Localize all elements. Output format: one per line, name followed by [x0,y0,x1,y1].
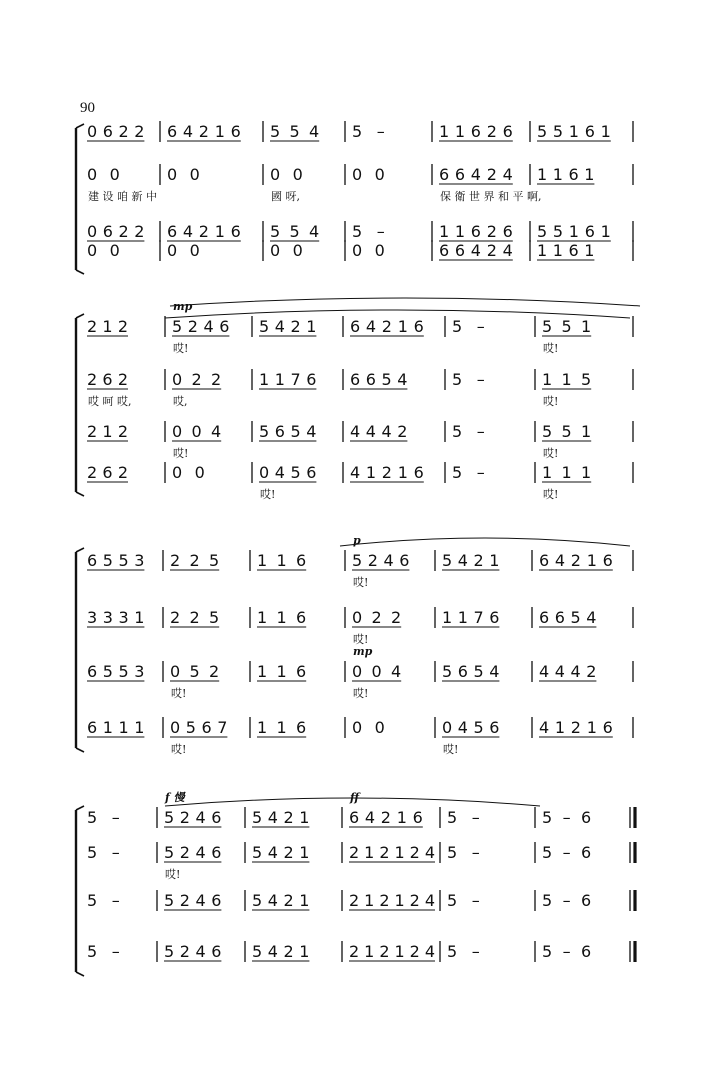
note-group: 1 1 6 [257,608,307,627]
note-group: 1 1 6 [257,662,307,681]
note-group: 5 5 1 [542,422,592,441]
note-group: 4 4 4 2 [539,662,597,681]
note-group: 1 1 7 6 [259,370,317,389]
note-group: 5 – 6 [542,891,592,910]
note-group: 1 1 1 [542,463,592,482]
dynamic-marking: mp [173,300,193,313]
note-group: 5 5 4 [270,222,320,241]
note-group: 0 0 [352,718,385,737]
note-group: 5 – [452,317,485,336]
note-group: 2 1 2 [87,422,128,441]
dynamic-marking: p [353,534,361,547]
note-group: 5 – 6 [542,808,592,827]
note-group: 6 4 2 1 6 [349,808,423,827]
lyric-text: 哎! [543,447,559,460]
note-group: 3 3 3 1 [87,608,145,627]
note-group: 1 1 6 1 [537,165,595,184]
note-group: 5 – [447,843,480,862]
note-group: 0 0 [167,241,200,260]
bracket-hook-top [76,548,84,552]
phrase-slur [340,538,630,546]
lyric-text: 哎! [543,395,559,408]
note-group: 5 – 6 [542,843,592,862]
note-group: 4 1 2 1 6 [539,718,613,737]
note-group: 5 – [447,891,480,910]
note-group: 5 – [352,222,385,241]
note-group: 5 – [87,808,120,827]
note-group: 5 – [452,370,485,389]
note-group: 5 2 4 6 [164,891,222,910]
bracket-hook-bottom [76,972,84,976]
note-group: 5 2 4 6 [352,551,410,570]
note-group: 5 4 2 1 [252,808,310,827]
note-group: 2 2 5 [170,551,220,570]
note-group: 5 – [452,422,485,441]
note-group: 5 6 5 4 [442,662,500,681]
bracket-hook-top [76,806,84,810]
bracket-hook-top [76,124,84,128]
lyric-text: 建 设 咱 新 中 [88,190,157,203]
lyric-text: 哎! [353,687,369,700]
note-group: 0 4 5 6 [442,718,500,737]
dynamic-marking: f 慢 [165,791,185,804]
note-group: 1 1 6 1 [537,241,595,260]
lyric-text: 哎! [171,743,187,756]
note-group: 5 2 4 6 [164,808,222,827]
note-group: 2 1 2 [87,317,128,336]
note-group: 0 0 [270,241,303,260]
note-group: 0 0 [87,165,120,184]
lyric-text: 哎 呵 哎, [88,395,132,408]
lyric-text: 哎, [173,395,188,408]
note-group: 1 1 6 [257,551,307,570]
note-group: 5 – 6 [542,942,592,961]
note-group: 5 – [452,463,485,482]
note-group: 5 4 2 1 [259,317,317,336]
note-group: 5 4 2 1 [252,843,310,862]
lyric-text: 哎! [353,633,369,646]
note-group: 5 – [87,843,120,862]
note-group: 6 6 5 4 [350,370,408,389]
note-group: 6 4 2 1 6 [167,122,241,141]
note-group: 5 2 4 6 [172,317,230,336]
lyric-text: 哎! [543,488,559,501]
page-number: 90 [80,100,95,116]
note-group: 0 0 [352,165,385,184]
note-group: 6 5 5 3 [87,551,145,570]
note-group: 0 4 5 6 [259,463,317,482]
note-group: 2 1 2 1 2 4 [349,891,435,910]
phrase-slur [170,298,640,306]
note-group: 2 1 2 1 2 4 [349,942,435,961]
bracket-hook-top [76,314,84,318]
note-group: 2 6 2 [87,370,128,389]
note-group: 0 6 2 2 [87,222,145,241]
note-group: 0 6 2 2 [87,122,145,141]
note-group: 0 2 2 [352,608,402,627]
note-group: 5 – [447,942,480,961]
note-group: 0 0 [87,241,120,260]
bracket-hook-bottom [76,270,84,274]
lyric-text: 哎! [173,342,189,355]
note-group: 1 1 6 2 6 [439,222,513,241]
lyric-text: 哎! [443,743,459,756]
note-group: 6 4 2 1 6 [539,551,613,570]
note-group: 6 1 1 1 [87,718,145,737]
lyric-text: 保 衛 世 界 和 平 啊, [440,190,542,203]
note-group: 5 5 1 6 1 [537,122,611,141]
note-group: 4 4 4 2 [350,422,408,441]
bracket-hook-bottom [76,748,84,752]
note-group: 1 1 6 2 6 [439,122,513,141]
note-group: 2 6 2 [87,463,128,482]
note-group: 2 1 2 1 2 4 [349,843,435,862]
bracket-hook-bottom [76,492,84,496]
note-group: 1 1 6 [257,718,307,737]
note-group: 5 5 1 6 1 [537,222,611,241]
note-group: 5 2 4 6 [164,843,222,862]
note-group: 0 0 [352,241,385,260]
note-group: 6 6 4 2 4 [439,165,513,184]
note-group: 6 5 5 3 [87,662,145,681]
note-group: 5 6 5 4 [259,422,317,441]
note-group: 6 4 2 1 6 [167,222,241,241]
lyric-text: 哎! [173,447,189,460]
lyric-text: 哎! [260,488,276,501]
note-group: 5 – [87,891,120,910]
note-group: 6 4 2 1 6 [350,317,424,336]
note-group: 0 0 [167,165,200,184]
note-group: 0 0 4 [172,422,222,441]
note-group: 5 – [87,942,120,961]
note-group: 5 4 2 1 [442,551,500,570]
note-group: 0 0 [172,463,205,482]
note-group: 6 6 5 4 [539,608,597,627]
note-group: 0 5 2 [170,662,220,681]
note-group: 1 1 5 [542,370,592,389]
dynamic-marking: ff [350,791,360,804]
note-group: 0 0 [270,165,303,184]
note-group: 5 5 1 [542,317,592,336]
lyric-text: 哎! [165,868,181,881]
dynamic-marking: mp [353,645,373,658]
note-group: 5 4 2 1 [252,942,310,961]
note-group: 5 – [352,122,385,141]
lyric-text: 哎! [353,576,369,589]
lyric-text: 哎! [543,342,559,355]
note-group: 1 1 7 6 [442,608,500,627]
note-group: 0 2 2 [172,370,222,389]
note-group: 5 5 4 [270,122,320,141]
note-group: 5 4 2 1 [252,891,310,910]
note-group: 0 5 6 7 [170,718,228,737]
note-group: 4 1 2 1 6 [350,463,424,482]
note-group: 5 – [447,808,480,827]
lyric-text: 國 呀, [271,190,300,203]
note-group: 6 6 4 2 4 [439,241,513,260]
note-group: 5 2 4 6 [164,942,222,961]
note-group: 2 2 5 [170,608,220,627]
note-group: 0 0 4 [352,662,402,681]
lyric-text: 哎! [171,687,187,700]
